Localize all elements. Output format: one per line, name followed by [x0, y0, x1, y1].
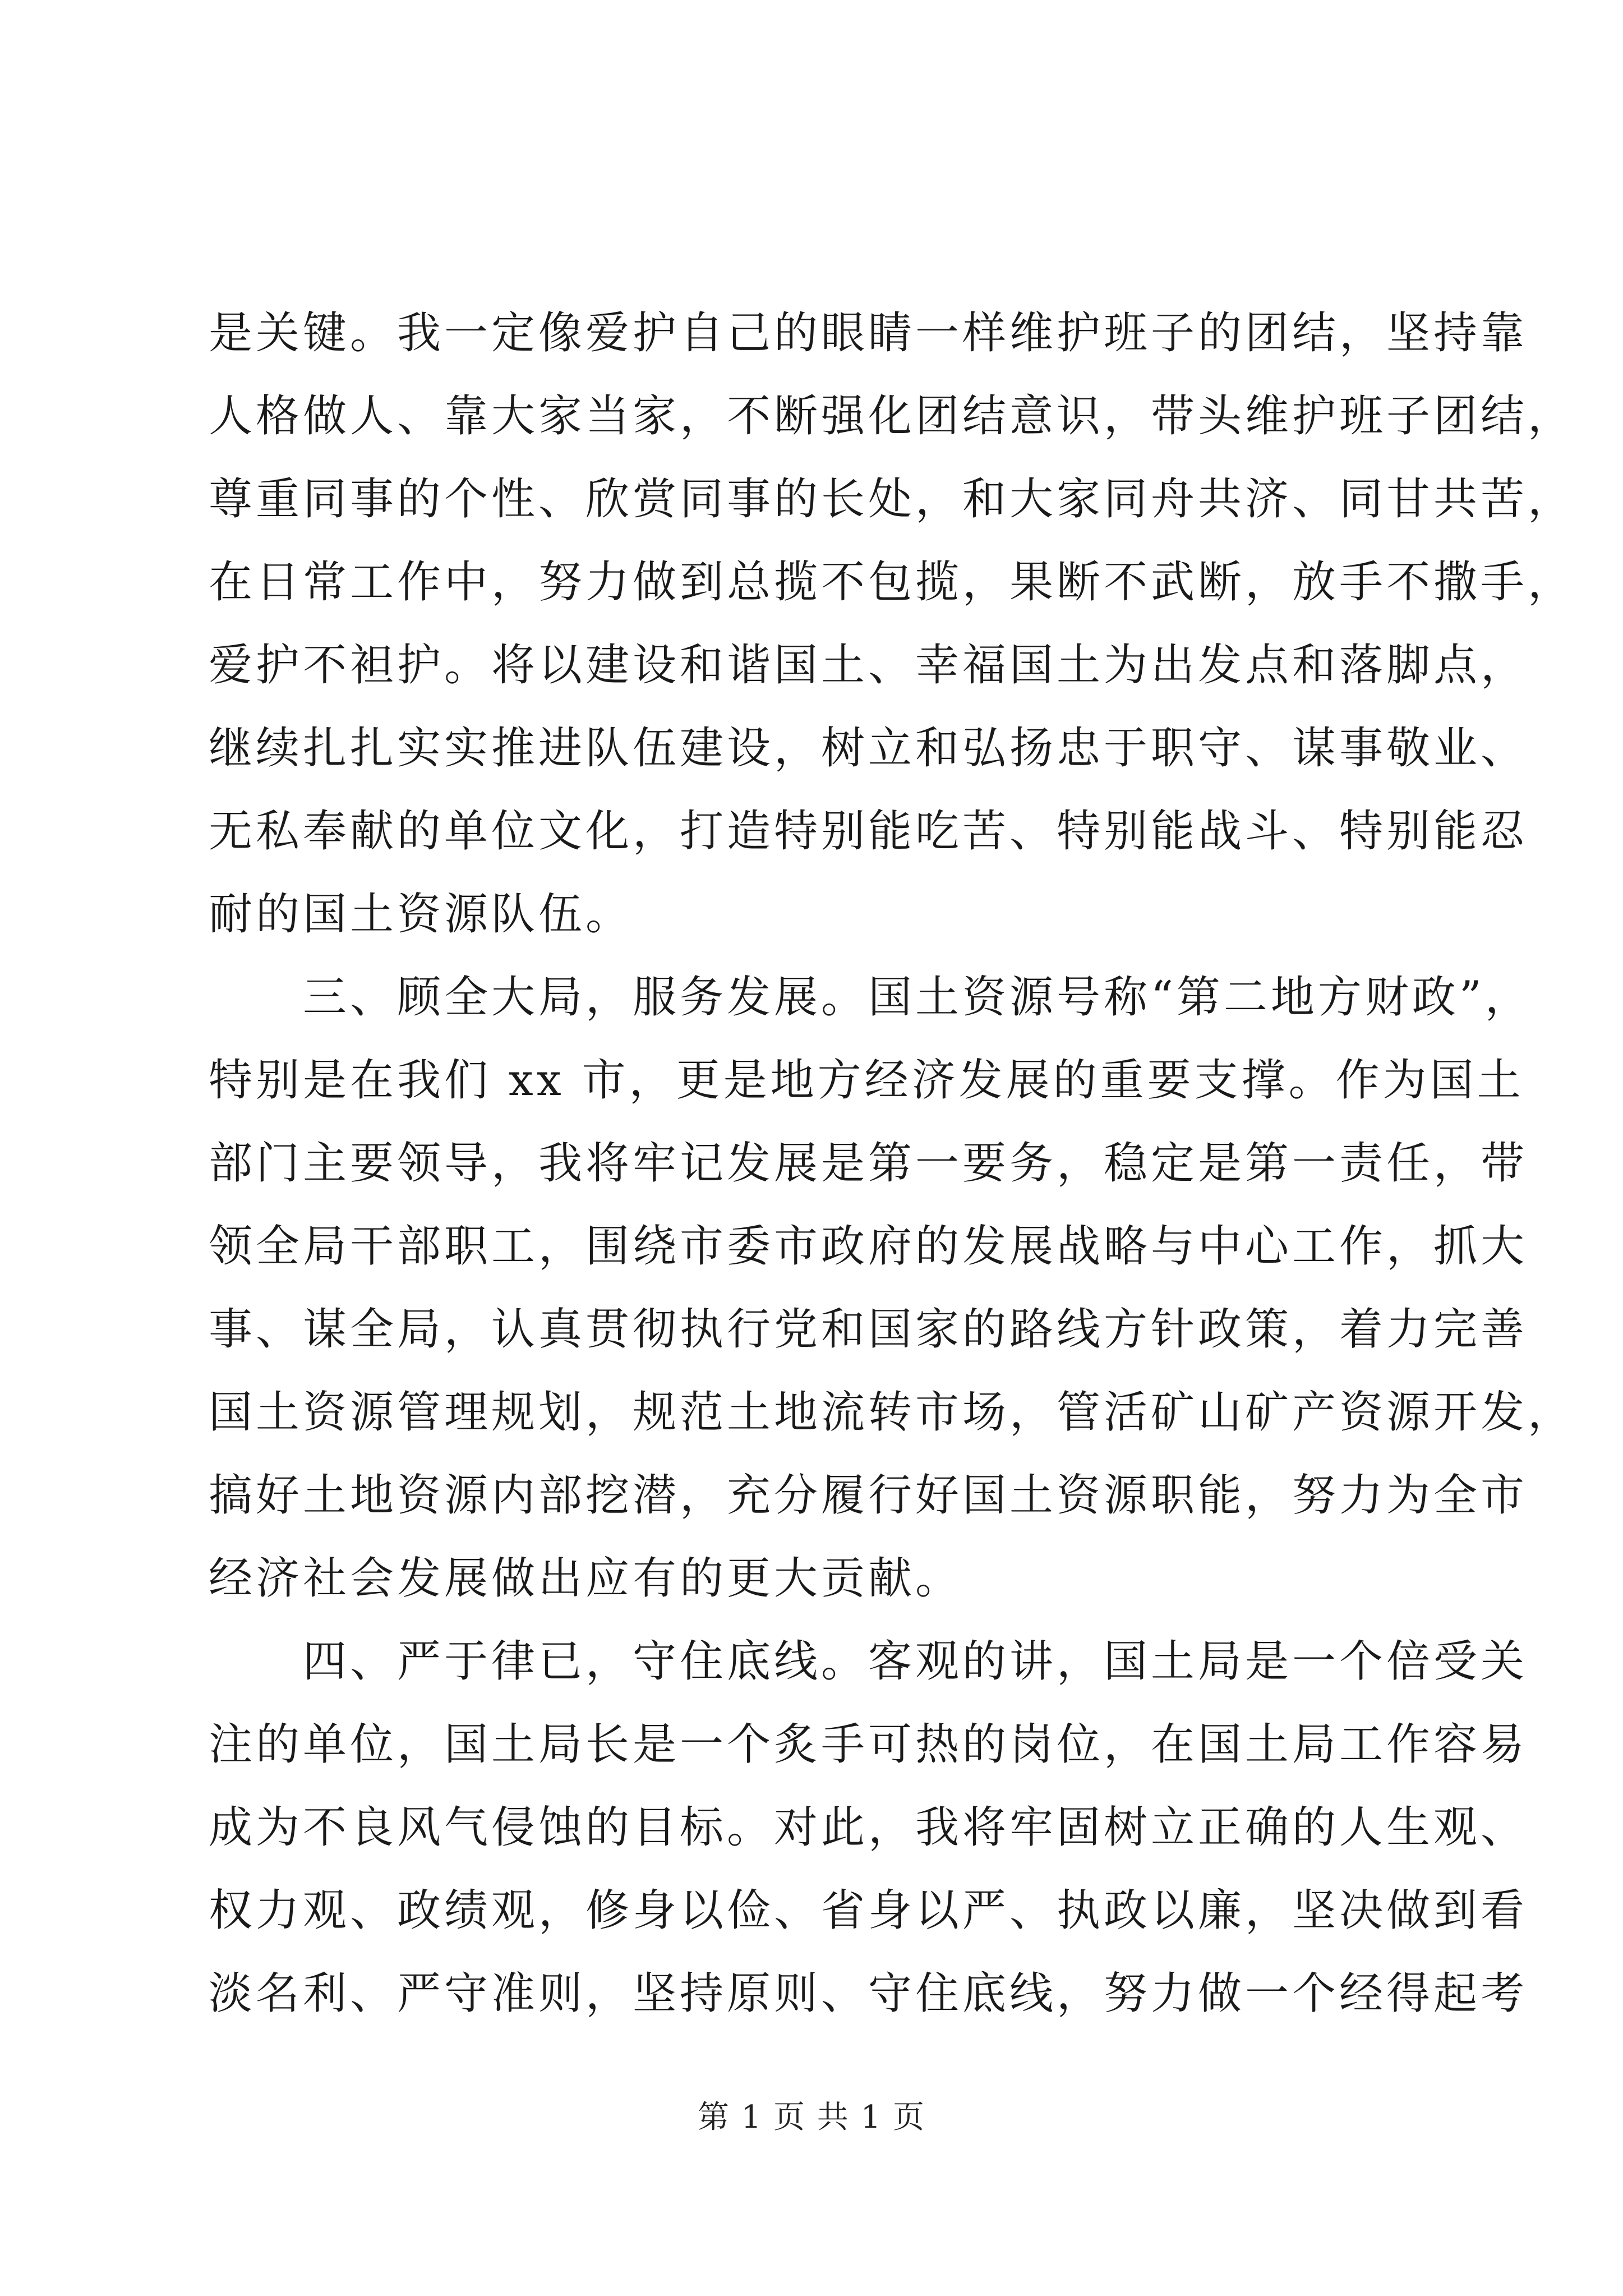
text-line: 领全局干部职工，围绕市委市政府的发展战略与中心工作，抓大 [209, 1221, 1528, 1272]
text-line: 淡名利、严守准则，坚持原则、守住底线，努力做一个经得起考 [209, 1968, 1528, 2019]
text-line: 继续扎扎实实推进队伍建设，树立和弘扬忠于职守、谋事敬业、 [209, 723, 1528, 774]
text-line: 尊重同事的个性、欣赏同事的长处，和大家同舟共济、同甘共苦， [209, 474, 1575, 524]
text-line: 国土资源管理规划，规范土地流转市场，管活矿山矿产资源开发， [209, 1387, 1575, 1438]
text-line: 无私奉献的单位文化，打造特别能吃苦、特别能战斗、特别能忍 [209, 806, 1528, 857]
text-line: 爱护不袒护。将以建设和谐国土、幸福国土为出发点和落脚点， [209, 640, 1528, 691]
text-line: 是关键。我一定像爱护自己的眼睛一样维护班子的团结，坚持靠 [209, 308, 1528, 358]
body-text [209, 292, 1575, 2035]
text-line: 权力观、政绩观，修身以俭、省身以严、执政以廉，坚决做到看 [209, 1885, 1528, 1936]
text-line: 三、顾全大局，服务发展。国土资源号称“第二地方财政”， [303, 972, 1532, 1023]
paragraph-section-four [209, 1620, 1528, 2035]
paragraph-unity [209, 292, 1575, 956]
text-line: 部门主要领导，我将牢记发展是第一要务，稳定是第一责任，带 [209, 1138, 1528, 1189]
text-line: 耐的国土资源队伍。 [209, 889, 633, 940]
text-line: 在日常工作中，努力做到总揽不包揽，果断不武断，放手不撒手， [209, 557, 1575, 608]
text-line: 成为不良风气侵蚀的目标。对此，我将牢固树立正确的人生观、 [209, 1802, 1528, 1853]
paragraph-section-three [209, 956, 1575, 1620]
page-footer: 第 1 页 共 1 页 [697, 2099, 926, 2136]
text-line: 特别是在我们 xx 市，更是地方经济发展的重要支撑。作为国土 [209, 1055, 1524, 1106]
text-line: 注的单位，国土局长是一个炙手可热的岗位，在国土局工作容易 [209, 1719, 1528, 1770]
text-line: 经济社会发展做出应有的更大贡献。 [209, 1553, 963, 1604]
text-line: 搞好土地资源内部挖潜，充分履行好国土资源职能，努力为全市 [209, 1470, 1528, 1521]
text-line: 人格做人、靠大家当家，不断强化团结意识，带头维护班子团结， [209, 391, 1575, 441]
text-line: 事、谋全局，认真贯彻执行党和国家的路线方针政策，着力完善 [209, 1304, 1528, 1355]
text-line: 四、严于律已，守住底线。客观的讲，国土局是一个倍受关 [303, 1636, 1528, 1687]
